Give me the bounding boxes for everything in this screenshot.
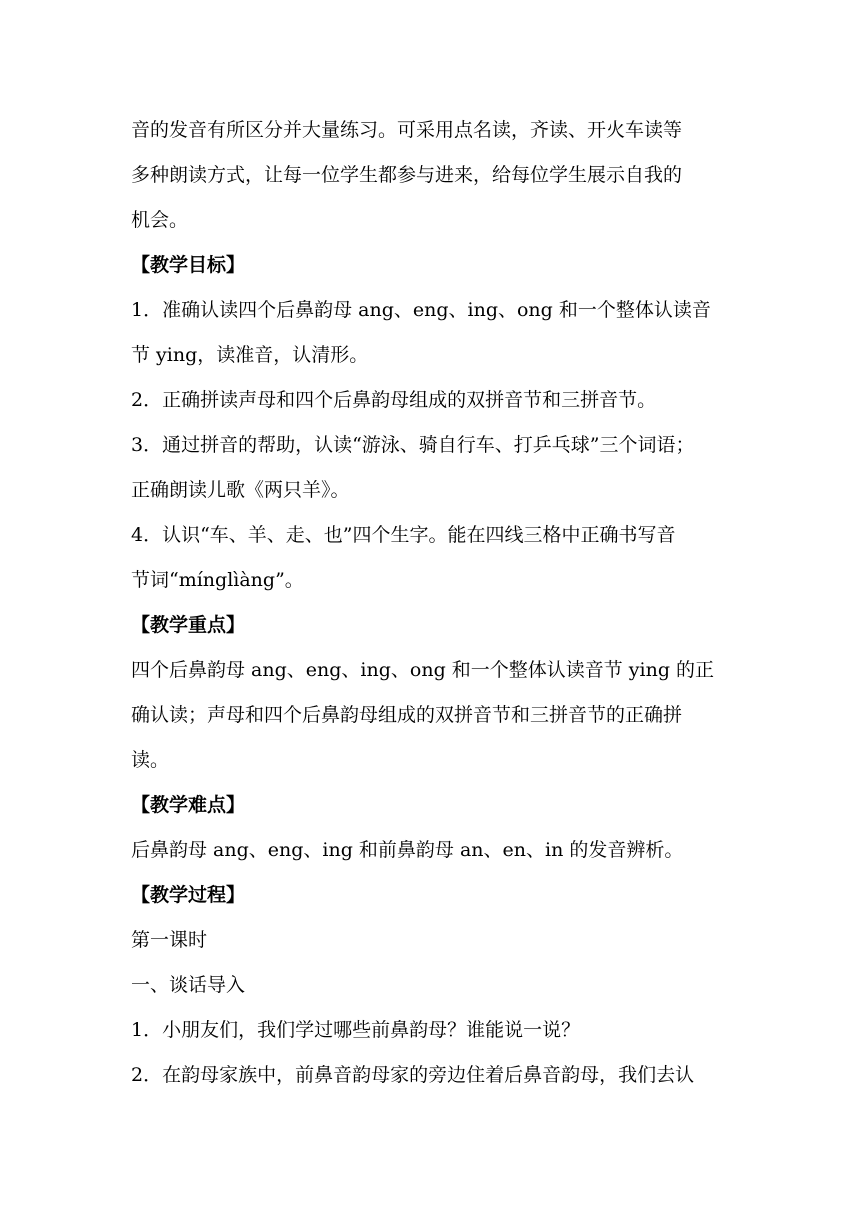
- paragraph-line: 1．准确认读四个后鼻韵母 ang、eng、ing、ong 和一个整体认读音: [131, 299, 711, 321]
- section-heading-difficulties: 【教学难点】: [131, 794, 246, 816]
- section-heading-teaching-goals: 【教学目标】: [131, 254, 246, 276]
- paragraph-line: 四个后鼻韵母 ang、eng、ing、ong 和一个整体认读音节 ying 的正: [131, 659, 715, 681]
- paragraph-line: 确认读；声母和四个后鼻韵母组成的双拼音节和三拼音节的正确拼: [131, 704, 683, 726]
- section-heading-key-points: 【教学重点】: [131, 614, 246, 636]
- paragraph-line: 读。: [131, 749, 170, 771]
- paragraph-line: 1．小朋友们，我们学过哪些前鼻韵母？谁能说一说？: [131, 1019, 581, 1041]
- paragraph-line: 3．通过拼音的帮助，认读“游泳、骑自行车、打乒乓球”三个词语；: [131, 434, 695, 456]
- paragraph-line: 节词“mínglìàng”。: [131, 569, 304, 591]
- paragraph-line: 4．认识“车、羊、走、也”四个生字。能在四线三格中正确书写音: [131, 524, 676, 546]
- paragraph-line: 2．正确拼读声母和四个后鼻韵母组成的双拼音节和三拼音节。: [131, 389, 657, 411]
- paragraph-line: 正确朗读儿歌《两只羊》。: [131, 479, 350, 501]
- paragraph-line: 音的发音有所区分并大量练习。可采用点名读，齐读、开火车读等: [131, 119, 683, 141]
- paragraph-line: 2．在韵母家族中，前鼻音韵母家的旁边住着后鼻音韵母，我们去认: [131, 1064, 695, 1086]
- subsection-title: 一、谈话导入: [131, 974, 246, 996]
- paragraph-line: 节 ying，读准音，认清形。: [131, 344, 369, 366]
- paragraph-line: 机会。: [131, 209, 189, 231]
- lesson-title: 第一课时: [131, 929, 208, 951]
- paragraph-line: 多种朗读方式，让每一位学生都参与进来，给每位学生展示自我的: [131, 164, 683, 186]
- paragraph-line: 后鼻韵母 ang、eng、ing 和前鼻韵母 an、en、in 的发音辨析。: [131, 839, 684, 861]
- document-body: [131, 108, 751, 1098]
- section-heading-process: 【教学过程】: [131, 884, 246, 906]
